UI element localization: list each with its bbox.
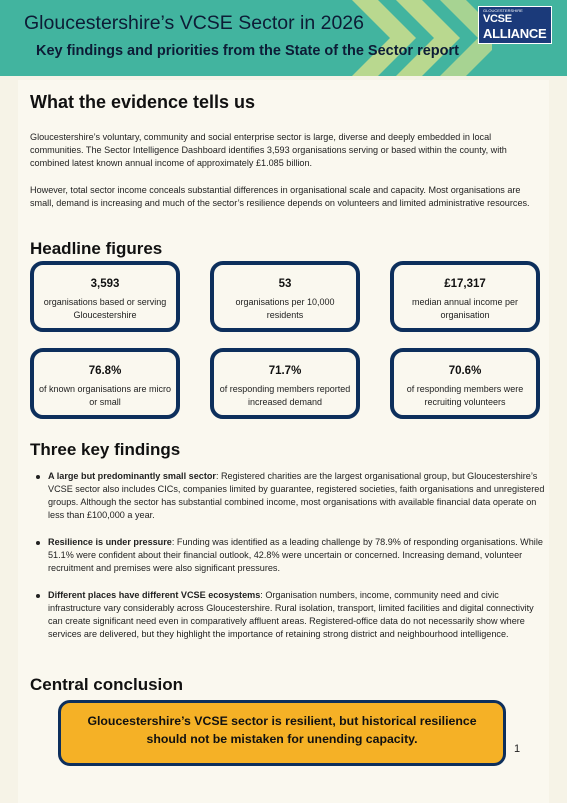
evidence-paragraph-2: However, total sector income conceals substantial differences in organisational scale and capacity. Most organisations are small, demand is increasing and much of the sector’s resilience depends on volunteers and limited administrative resources.: [30, 185, 530, 208]
stat-label: organisations based or serving Gloucestershire: [43, 297, 167, 320]
finding-text: : Organisation numbers, income, community need and civic infrastructure vary considerably across Gloucestershire. Rural isolation, transport, limited facilities and digital connectivity can create significant need even in comparatively affluent areas. Registered-office data do not necessarily show where services are delivered, but they highlight the importance of retaining strong district and neighbourhood intelligence.: [48, 590, 534, 639]
findings-list: [30, 470, 546, 655]
stat-value: 3,593: [90, 278, 120, 290]
page-number: 1: [514, 743, 521, 755]
logo-small-text: GLOUCESTERSHIRE: [483, 8, 523, 13]
finding-title: A large but predominantly small sector: [48, 471, 216, 481]
stat-value: 76.8%: [88, 365, 122, 377]
chevron-decoration-icon: [352, 0, 492, 76]
finding-text: : Registered charities are the largest organisational group, but Gloucestershire’s VCSE sector also includes CICs, companies limited by guarantee, registered societies, faith organisations and unregistered groups. Although the sector has substantial combined income, most organisations with available financial data operate on less than £100,000 a year.: [48, 471, 545, 520]
stat-value: 71.7%: [268, 365, 302, 377]
stat-label: of responding members reported increased demand: [219, 384, 351, 407]
conclusion-text: Gloucestershire’s VCSE sector is resilient, but historical resilience should not be mistaken for unending capacity.: [87, 714, 477, 746]
stat-value: £17,317: [444, 278, 486, 290]
stat-card: [210, 261, 360, 332]
finding-text: : Funding was identified as a leading challenge by 78.9% of responding organisations. While 51.1% were confident about their financial outlook, 42.8% were uncertain or concerned. Increasing demand, volunteer recruitment and premises were also significant pressures.: [48, 537, 543, 573]
stat-label: of known organisations are micro or small: [38, 384, 172, 407]
stat-label: of responding members were recruiting volunteers: [406, 384, 524, 407]
stat-label: median annual income per organisation: [411, 297, 519, 320]
vcse-alliance-logo: [478, 6, 552, 44]
findings-heading: Three key findings: [30, 440, 181, 459]
page-title: Gloucestershire’s VCSE Sector in 2026: [24, 12, 364, 34]
finding-item: [30, 589, 546, 641]
stat-card: [390, 261, 540, 332]
stat-card: [30, 348, 180, 419]
logo-line-1: VCSE: [483, 13, 512, 25]
finding-title: Resilience is under pressure: [48, 537, 172, 547]
stat-value: 70.6%: [448, 365, 482, 377]
stat-label: organisations per 10,000 residents: [235, 297, 335, 320]
evidence-heading: What the evidence tells us: [30, 92, 256, 112]
logo-line-2: ALLIANCE: [483, 26, 547, 41]
finding-item: [30, 536, 546, 575]
header-band: [0, 0, 567, 76]
stat-card: [30, 261, 180, 332]
stat-value: 53: [278, 278, 292, 290]
finding-title: Different places have different VCSE ecosystems: [48, 590, 261, 600]
conclusion-box: [58, 700, 506, 766]
finding-item: [30, 470, 546, 522]
stat-card: [210, 348, 360, 419]
stat-card: [390, 348, 540, 419]
evidence-paragraph-1: Gloucestershire’s voluntary, community and social enterprise sector is large, diverse and deeply embedded in local communities. The Sector Intelligence Dashboard identifies 3,593 organisations serving or based within the county, with combined latest known annual income of approximately £1.085 billion.: [30, 132, 507, 168]
conclusion-heading: Central conclusion: [30, 675, 184, 694]
headline-heading: Headline figures: [30, 239, 163, 258]
page-subtitle: Key findings and priorities from the State of the Sector report: [36, 43, 459, 59]
